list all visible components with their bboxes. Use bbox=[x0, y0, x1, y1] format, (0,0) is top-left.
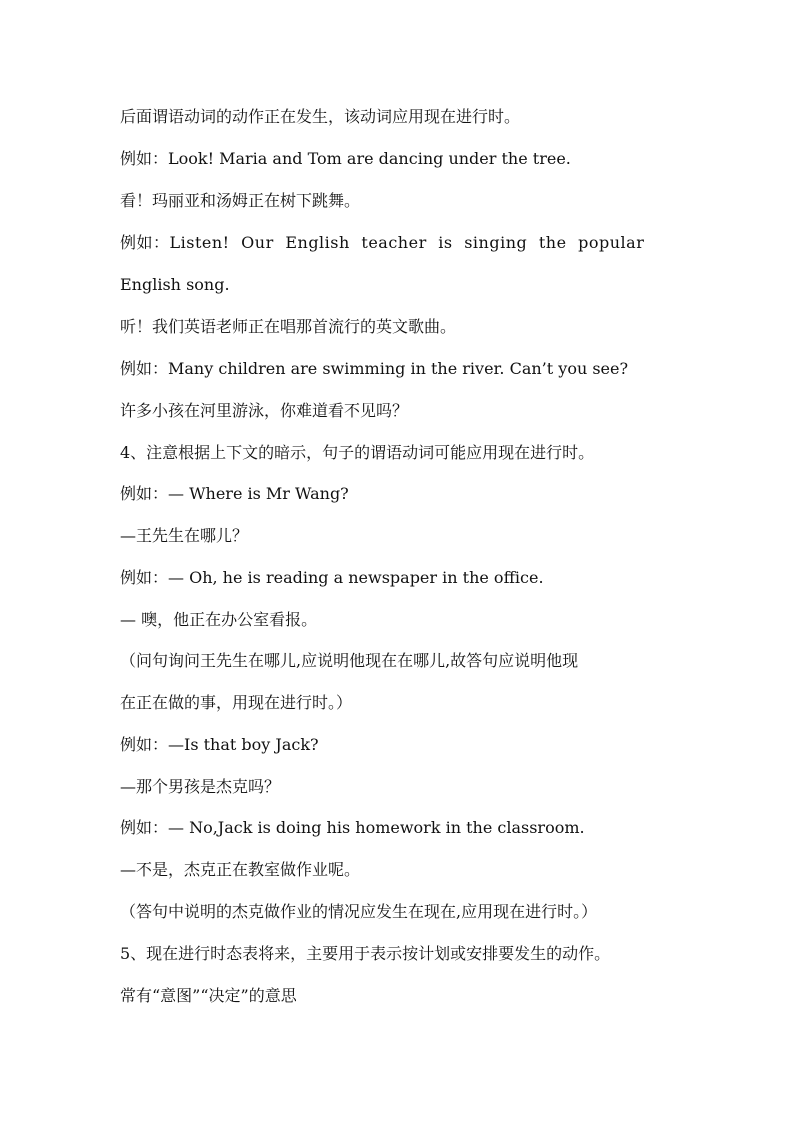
text-line-3: 看！玛丽亚和汤姆正在树下跳舞。 bbox=[120, 191, 361, 210]
text-line-9: 4、注意根据上下文的暗示，句子的谓语动词可能应用现在进行时。 bbox=[120, 443, 595, 462]
text-line-19: —不是，杰克正在教室做作业呢。 bbox=[120, 860, 361, 879]
text-line-14: （问句询问王先生在哪儿,应说明他现在在哪儿,故答句应说明他现 bbox=[120, 651, 579, 670]
text-line-6: 听！我们英语老师正在唱那首流行的英文歌曲。 bbox=[120, 317, 457, 336]
text-line-1: 后面谓语动词的动作正在发生，该动词应用现在进行时。 bbox=[120, 107, 521, 126]
text-line-4: 例如：Listen! Our English teacher is singing the popular bbox=[120, 233, 645, 252]
text-line-18: 例如：— No,Jack is doing his homework in the classroom. bbox=[120, 818, 585, 837]
text-line-2: 例如：Look! Maria and Tom are dancing under the tree. bbox=[120, 149, 571, 168]
text-line-12: 例如：— Oh, he is reading a newspaper in the office. bbox=[120, 568, 544, 587]
text-line-8: 许多小孩在河里游泳，你难道看不见吗？ bbox=[120, 401, 409, 420]
text-line-13: — 噢，他正在办公室看报。 bbox=[120, 610, 318, 629]
text-line-11: —王先生在哪儿？ bbox=[120, 526, 249, 545]
text-line-16: 例如：—Is that boy Jack? bbox=[120, 735, 319, 754]
text-line-22: 常有“意图”“决定”的意思 bbox=[120, 986, 297, 1005]
text-line-17: —那个男孩是杰克吗？ bbox=[120, 777, 281, 796]
text-line-7: 例如：Many children are swimming in the river. Can’t you see? bbox=[120, 359, 629, 378]
text-line-20: （答句中说明的杰克做作业的情况应发生在现在,应用现在进行时。） bbox=[120, 902, 598, 921]
text-line-10: 例如：— Where is Mr Wang? bbox=[120, 484, 349, 503]
text-line-5: English song. bbox=[120, 275, 230, 294]
text-line-15: 在正在做的事，用现在进行时。） bbox=[120, 693, 353, 712]
text-line-21: 5、现在进行时态表将来，主要用于表示按计划或安排要发生的动作。 bbox=[120, 944, 611, 963]
